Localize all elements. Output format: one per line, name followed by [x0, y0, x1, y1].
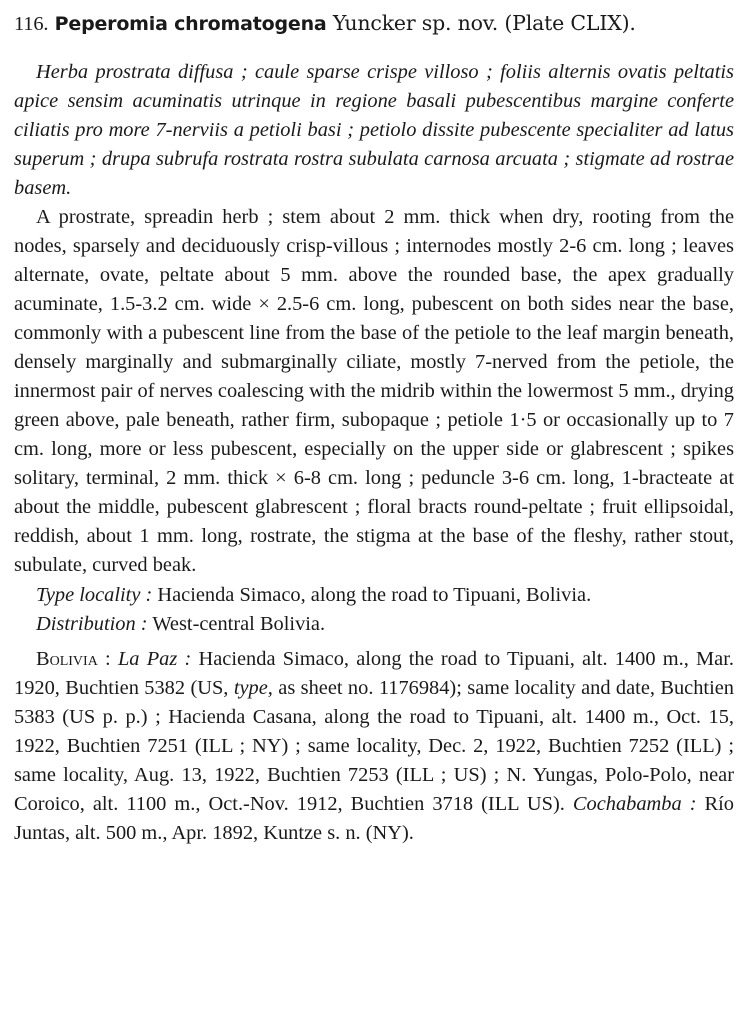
distribution — [14, 610, 734, 639]
species-authority: Yuncker sp. nov. (Plate CLIX). — [332, 11, 636, 35]
country-name: Bolivia — [36, 648, 98, 670]
distribution-text: West-central Bolivia. — [147, 613, 326, 635]
specimens-la-paz-b: as sheet no. 1176984); same locality and date, Buchtien 5383 (US p. p.) ; Hacienda Casana, along the road to Tipuani, alt. 1400 m., Oct. 15, 1922, Buchtien 7251 (ILL ; NY) ; same locality, Dec. 2, 1922, Buchtien 7252 (ILL) ; same locality, Aug. 13, 1922, Buchtien 7253 (ILL ; US) ; N. Yungas, Polo-Polo, near Coroico, alt. 1100 m., Oct.-Nov. 1912, Buchtien 3718 (ILL US). — [14, 677, 735, 815]
region-cochabamba: Cochabamba : — [572, 793, 697, 815]
species-heading — [14, 8, 734, 39]
type-locality — [14, 581, 734, 610]
latin-diagnosis: Herba prostrata diffusa ; caule sparse crispe villoso ; foliis alternis ovatis peltatis apice sensim acuminatis utrinque in regione basali pubescentibus margine conferte ciliatis pro more 7-nerviis a petioli basi ; petiolo dissite pubescente specialiter ad latus superum ; drupa subrufa rostrata rostra subulata carnosa arcuata ; stigmate ad rostrae basem. — [14, 61, 734, 199]
type-locality-text: Hacienda Simaco, along the road to Tipuani, Bolivia. — [152, 584, 592, 606]
specimens-cochabamba: Río Juntas, alt. 500 m., Apr. 1892, Kuntze s. n. (NY). — [14, 793, 734, 844]
type-locality-label: Type locality : — [36, 584, 153, 606]
distribution-label: Distribution : — [36, 613, 148, 635]
species-number: 116. — [14, 13, 49, 35]
region-la-paz: La Paz : — [117, 648, 192, 670]
species-name: Peperomia chromatogena — [54, 13, 327, 35]
specimens-cited: Bolivia : La Paz : Hacienda Simaco, along the road to Tipuani, alt. 1400 m., Mar. 1920, Buchtien 5382 (US, type, as sheet no. 1176984); same locality and date, Buchtien 5383 (US p. p.) ; Hacienda Casana, along the road to Tipuani, alt. 1400 m., Oct. 15, 1922, Buchtien 7251 (ILL ; NY) ; same locality, Dec. 2, 1922, Buchtien 7252 (ILL) ; same locality, Aug. 13, 1922, Buchtien 7253 (ILL ; US) ; N. Yungas, Polo-Polo, near Coroico, alt. 1100 m., Oct.-Nov. 1912, Buchtien 3718 (ILL US). Cochabamba : Río Juntas, alt. 500 m., Apr. 1892, Kuntze s. n. (NY). — [14, 648, 735, 844]
specimens-la-paz-a: Hacienda Simaco, along the road to Tipuani, alt. 1400 m., Mar. 1920, Buchtien 5382 (US, — [14, 648, 734, 699]
type-designation: type, — [233, 677, 273, 699]
english-description: A prostrate, spreadin herb ; stem about 2 mm. thick when dry, rooting from the nodes, sparsely and deciduously crisp-villous ; internodes mostly 2-6 cm. long ; leaves alternate, ovate, peltate about 5 mm. above the rounded base, the apex gradually acuminate, 1.5-3.2 cm. wide × 2.5-6 cm. long, pubescent on both sides near the base, commonly with a pubescent line from the base of the petiole to the leaf margin beneath, densely marginally and submarginally ciliate, mostly 7-nerved from the petiole, the innermost pair of nerves coalescing with the midrib within the lowermost 5 mm., drying green above, pale beneath, rather firm, subopaque ; petiole 1·5 or occasionally up to 7 cm. long, more or less pubescent, especially on the upper side or glabrescent ; spikes solitary, terminal, 2 mm. thick × 6-8 cm. long ; peduncle 3-6 cm. long, 1-bracteate at about the middle, pubescent glabrescent ; floral bracts round-peltate ; fruit ellipsoidal, reddish, about 1 mm. long, rostrate, the stigma at the base of the fleshy, rather stout, subulate, curved beak. — [14, 206, 734, 576]
